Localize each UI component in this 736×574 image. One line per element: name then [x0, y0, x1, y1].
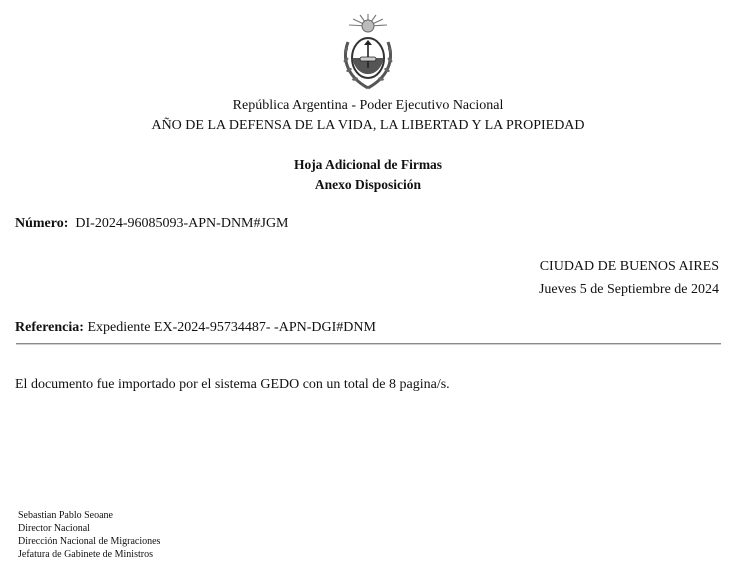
signer-name: Sebastian Pablo Seoane [18, 510, 113, 521]
signer-role: Director Nacional [18, 523, 90, 534]
divider [16, 343, 721, 345]
document-subtitle: Anexo Disposición [314, 177, 422, 192]
signer-office: Jefatura de Gabinete de Ministros [18, 549, 153, 560]
header-line-year-motto: AÑO DE LA DEFENSA DE LA VIDA, LA LIBERTAD Y LA PROPIEDAD [151, 118, 585, 133]
city-text: CIUDAD DE BUENOS AIRES [539, 259, 719, 274]
referencia-row [15, 319, 376, 337]
referencia-value: Expediente EX-2024-95734487- -APN-DGI#DNM [87, 320, 376, 335]
numero-label: Número: [15, 216, 69, 231]
date-text: Jueves 5 de Septiembre de 2024 [538, 282, 719, 297]
argentina-coat-of-arms-icon [338, 12, 398, 92]
numero-value: DI-2024-96085093-APN-DNM#JGM [75, 216, 289, 231]
signer-department: Dirección Nacional de Migraciones [18, 536, 161, 547]
body-text: El documento fue importado por el sistema GEDO con un total de 8 pagina/s. [15, 377, 450, 392]
referencia-label: Referencia: [15, 320, 84, 335]
numero-row [15, 215, 289, 233]
document-title: Hoja Adicional de Firmas [293, 157, 443, 172]
header-line-government: República Argentina - Poder Ejecutivo Nacional [232, 98, 504, 113]
